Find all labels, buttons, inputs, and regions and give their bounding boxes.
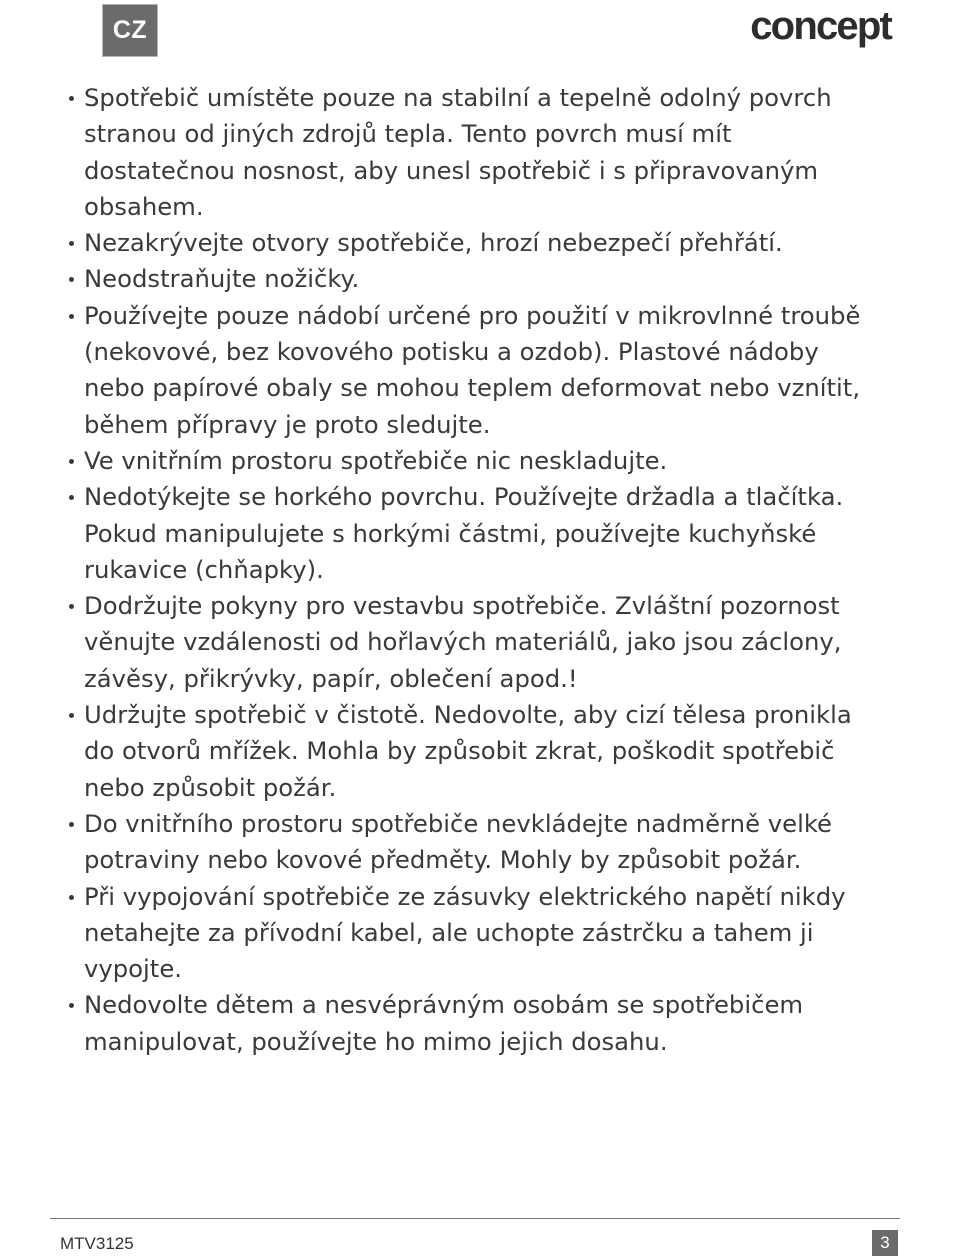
page-number: 3 [872, 1230, 898, 1256]
instruction-item [64, 806, 884, 879]
model-number: MTV3125 [60, 1234, 134, 1253]
bullet-icon [69, 604, 74, 609]
instruction-item [64, 879, 884, 988]
bullet-icon [69, 459, 74, 464]
bullet-icon [69, 1003, 74, 1008]
brand-logo: concept [750, 4, 891, 48]
bullet-icon [69, 822, 74, 827]
instruction-text: Dodržujte pokyny pro vestavbu spotřebiče. Zvláštní pozornost věnujte vzdálenosti od hořlavých materiálů, jako jsou záclony, závěsy, přikrývky, papír, oblečení apod.! [84, 591, 842, 693]
footer-divider [50, 1218, 900, 1219]
instruction-text: Nezakrývejte otvory spotřebiče, hrozí nebezpečí přehřátí. [84, 228, 783, 258]
bullet-icon [69, 277, 74, 282]
language-badge: CZ [102, 4, 158, 57]
instruction-item [64, 697, 884, 806]
instruction-item [64, 588, 884, 697]
bullet-icon [69, 495, 74, 500]
instruction-text: Používejte pouze nádobí určené pro použití v mikrovlnné troubě (nekovové, bez kovového potisku a ozdob). Plastové nádoby nebo papírové obaly se mohou teplem deformovat nebo vznítit, během přípravy je proto sledujte. [84, 300, 861, 439]
instruction-text: Nedotýkejte se horkého povrchu. Používejte držadla a tlačítka. Pokud manipulujete s horkými částmi, používejte kuchyňské rukavice (chňapky). [84, 482, 844, 584]
instruction-text: Ve vnitřním prostoru spotřebiče nic neskladujte. [84, 445, 668, 475]
instruction-text: Do vnitřního prostoru spotřebiče nevkládejte nadměrně velké potraviny nebo kovové předměty. Mohly by způsobit požár. [84, 808, 832, 875]
instruction-item [64, 225, 884, 261]
instruction-text: Nedovolte dětem a nesvéprávným osobám se spotřebičem manipulovat, používejte ho mimo jejich dosahu. [84, 990, 804, 1056]
instruction-item [64, 261, 884, 297]
bullet-icon [69, 895, 74, 900]
safety-instructions-list [64, 80, 884, 1060]
instruction-item [64, 479, 884, 588]
instruction-item [64, 298, 884, 443]
instruction-item [64, 443, 884, 479]
bullet-icon [69, 96, 74, 101]
bullet-icon [69, 713, 74, 718]
instruction-item [64, 80, 884, 225]
instruction-text: Neodstraňujte nožičky. [84, 264, 360, 294]
bullet-icon [69, 314, 74, 319]
instruction-text: Udržujte spotřebič v čistotě. Nedovolte, aby cizí tělesa pronikla do otvorů mřížek. Mohla by způsobit zkrat, poškodit spotřebič nebo způsobit požár. [84, 700, 852, 802]
instruction-item [64, 987, 884, 1060]
bullet-icon [69, 241, 74, 246]
instruction-text: Spotřebič umístěte pouze na stabilní a tepelně odolný povrch stranou od jiných zdrojů tepla. Tento povrch musí mít dostatečnou nosnost, aby unesl spotřebič i s připravovaným obsahem. [84, 83, 832, 221]
instruction-text: Při vypojování spotřebiče ze zásuvky elektrického napětí nikdy netahejte za přívodní kabel, ale uchopte zástrčku a tahem ji vypojte. [84, 881, 846, 984]
